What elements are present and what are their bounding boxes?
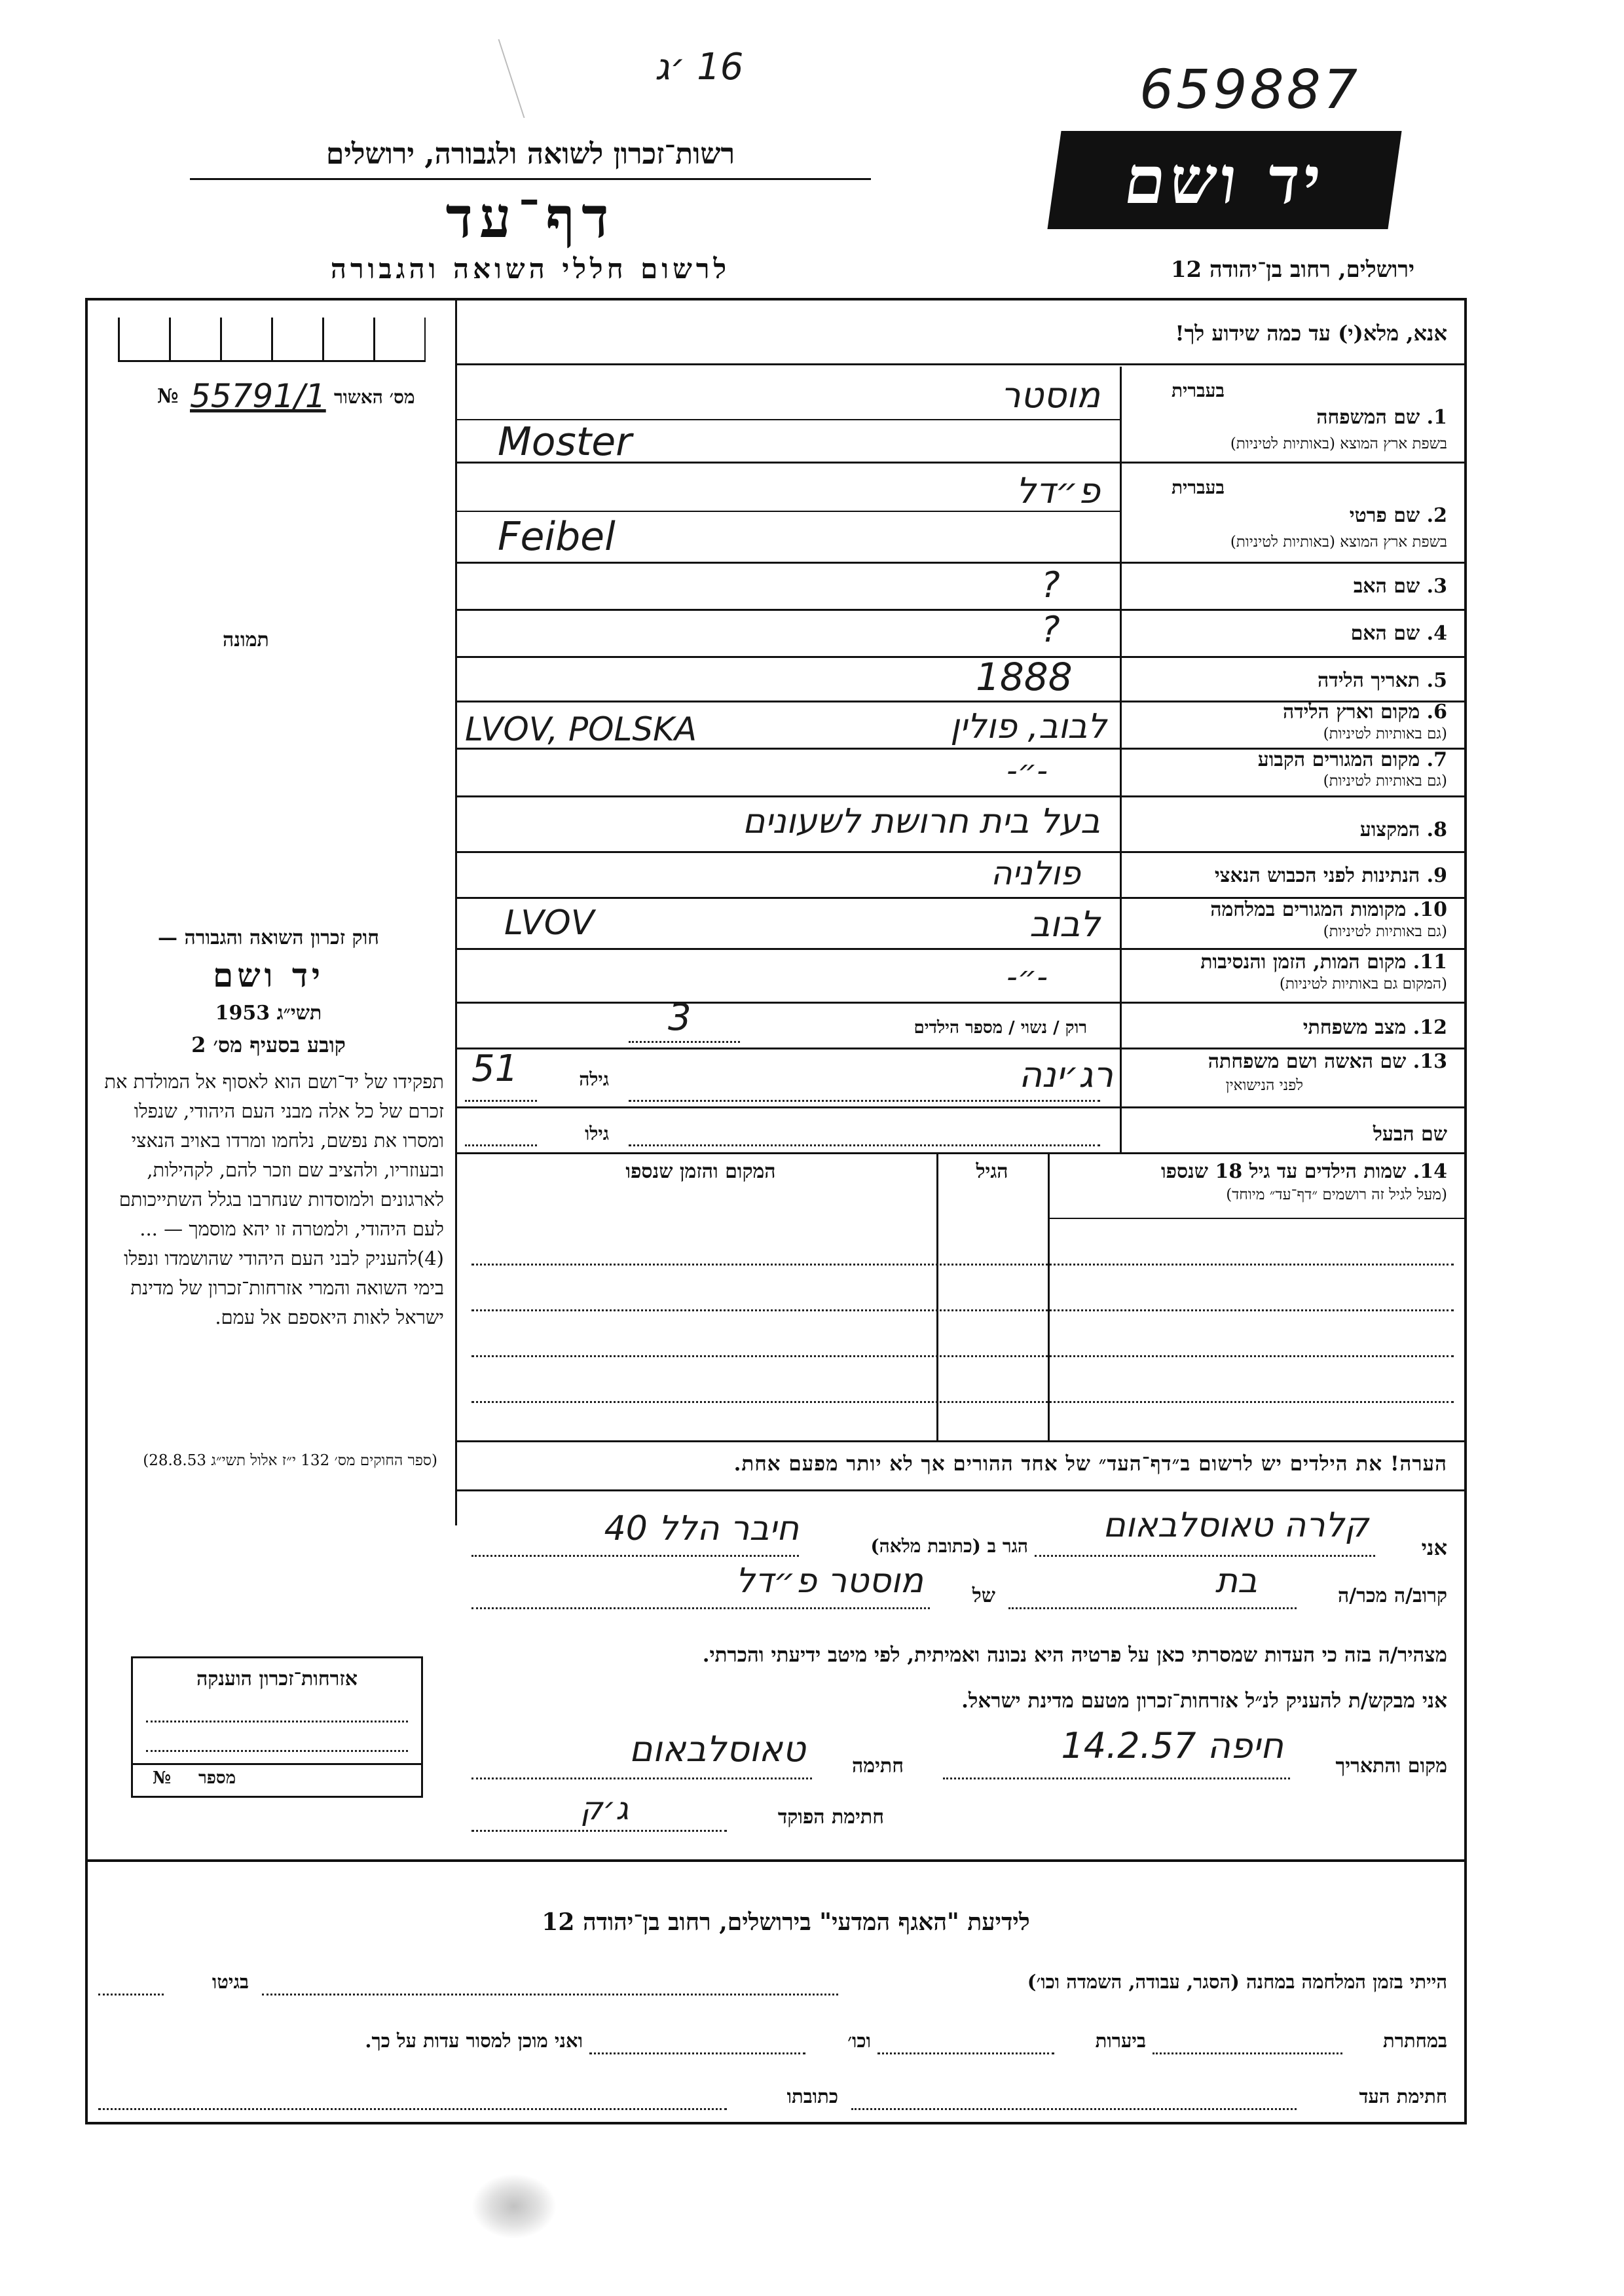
wartime-heb-answer: לבוב xyxy=(1029,903,1100,945)
wife-age-label: גילה xyxy=(579,1068,609,1090)
top-handwritten-mark: 16 ׳ג xyxy=(655,46,744,88)
nationality-answer: פולניה xyxy=(990,854,1080,892)
hebrew-label-1: בעברית xyxy=(1171,380,1225,401)
hebrew-label-2: בעברית xyxy=(1171,477,1225,498)
rule-q4 xyxy=(455,656,1467,658)
cert-boxes xyxy=(118,318,426,362)
rule-q2 xyxy=(455,562,1467,564)
residence-answer: -״- xyxy=(1006,753,1048,788)
place-date-answer: חיפה 14.2.57 xyxy=(1061,1725,1283,1766)
father-answer: ? xyxy=(1041,564,1060,606)
page-title: דף־עד xyxy=(445,185,616,251)
cert-label: מס׳ האשור xyxy=(334,386,415,408)
law-clause: קובע בסעיף מס׳ 2 xyxy=(191,1032,346,1057)
footer-line2-dots-a xyxy=(1153,2052,1342,2054)
yad-vashem-logo xyxy=(1047,131,1401,229)
law-text: תפקידו של יד־ושם הוא לאסוף אל המולדת את זכרם של כל אלה מבני העם היהודי, שנפלו ומסרו את נפשם, נלחמו ומרדו באויב הנאצי ובעוזריו, ולהציב שם וזכר להם, לקהילות, לארגונים ולמוסדות שנחרבו בגלל השתייכותם לעם היהודי, ולמטרה זו יהא מוסמך — ...(4)להעניק לבני העם היהודי שהושמדו ונפלו בימי השואה והמרי אזרחות־זכרון של מדינת ישראל לאות היאספם אל עמם. xyxy=(104,1070,444,1328)
q5-label: 5. תאריך הלידה xyxy=(1318,669,1447,692)
rule-q10 xyxy=(455,948,1467,950)
of-label: של xyxy=(972,1584,995,1607)
q7-label: 7. מקום המגורים הקבוע xyxy=(1257,748,1447,771)
footer-line3-dots-b xyxy=(98,2108,727,2110)
q3-label: 3. שם האב xyxy=(1353,575,1447,598)
stamp-line-1 xyxy=(146,1721,408,1722)
note-rule xyxy=(455,1489,1467,1491)
cert-row xyxy=(157,377,432,419)
profession-answer: בעל בית חרושת לשעונים xyxy=(742,802,1100,841)
q14-age-header: הגיל xyxy=(976,1160,1008,1183)
authority-underline xyxy=(190,178,871,180)
q7-latin-note: (גם באותיות לטיניות) xyxy=(1323,773,1447,790)
q14-rule-0 xyxy=(1048,1218,1467,1219)
scan-marks xyxy=(498,39,617,118)
footer-line3-a: חתימת העד xyxy=(1359,2085,1447,2107)
q12-label: 12. מצב משפחתי xyxy=(1302,1016,1447,1039)
stamp-rule xyxy=(133,1763,421,1765)
q9-label: 9. הנתינות לפני הכבוש הנאצי xyxy=(1214,864,1447,887)
stamp-no-symbol: № xyxy=(153,1768,172,1788)
children-count-answer: 3 xyxy=(668,996,692,1039)
footer-line2-a: במחתרת xyxy=(1383,2030,1447,2052)
request-text: אני מבקש/ת להעניק לנ״ל אזרחות־זכרון מטעם מדינת ישראל. xyxy=(961,1689,1447,1713)
q8-label: 8. המקצוע xyxy=(1359,818,1447,841)
q14-col-1 xyxy=(1048,1152,1050,1440)
law-name: יד ושם xyxy=(213,956,324,994)
wife-name-line xyxy=(629,1100,1100,1102)
rule-q7 xyxy=(455,795,1467,797)
declarant-label: אני xyxy=(1421,1535,1447,1560)
birth-date-answer: 1888 xyxy=(976,655,1073,699)
given-lat-answer: Feibel xyxy=(498,514,616,560)
citizenship-stamp-box xyxy=(131,1656,423,1798)
q14-place-header: המקום והזמן שנספו xyxy=(625,1160,776,1183)
q4-label: 4. שם האם xyxy=(1350,622,1447,645)
rule-q8 xyxy=(455,851,1467,853)
rule-q3 xyxy=(455,609,1467,611)
footer-line2-d: ואני מוכן למסור עדות על כך. xyxy=(365,2030,583,2052)
signature-line xyxy=(471,1777,812,1779)
footer-line2-c: וכו׳ xyxy=(847,2030,871,2052)
q1-label: 1. שם המשפחה xyxy=(1316,406,1447,429)
husband-label: שם הבעל xyxy=(1373,1123,1447,1146)
relation-line xyxy=(1008,1607,1297,1609)
statement-text: מצהיר/ה בזה כי העדות שמסרתי כאן על פרטיה היא נכונה ואמיתית, לפי מיטב ידיעתי והכרתי. xyxy=(702,1643,1447,1667)
cert-number: 55791/1 xyxy=(190,377,326,415)
column-divider xyxy=(455,298,457,1525)
q2-latin-note: בשפת ארץ המוצא (באותיות לטיניות) xyxy=(1230,534,1447,551)
officer-line xyxy=(471,1830,727,1832)
q2-label: 2. שם פרטי xyxy=(1349,504,1447,527)
form-intro: אנא, מלא(י) עד כמה שידוע לך! xyxy=(1175,321,1447,346)
children-count-line xyxy=(629,1041,740,1043)
q14-row-3 xyxy=(471,1355,1454,1357)
of-name-answer: מוסטר פ״דל xyxy=(735,1561,923,1601)
declarant-line xyxy=(1035,1555,1375,1557)
footer-title: לידיעת "האגף המדעי" בירושלים, רחוב בן־יהודה 12 xyxy=(542,1908,1030,1936)
footer-line3-dots-a xyxy=(851,2108,1297,2110)
husband-age-label: גילו xyxy=(585,1123,609,1144)
q6-label: 6. מקום וארץ הלידה xyxy=(1282,701,1447,723)
law-year: תשי״ג 1953 xyxy=(215,1002,322,1025)
stamp-number-label: מספר xyxy=(198,1768,236,1788)
q11-latin-note: (המקום גם באותיות לטיניות) xyxy=(1279,975,1447,993)
page-subtitle: לרשום חללי השואה והגבורה xyxy=(330,253,731,285)
footer-line1-b: בגיטו xyxy=(212,1971,249,1993)
file-number: 659887 xyxy=(1139,59,1361,121)
given-heb-answer: פ״דל xyxy=(1016,470,1100,511)
declarant-answer: קלרה טאוסלבאום xyxy=(1103,1506,1369,1545)
rule-q12 xyxy=(455,1048,1467,1049)
q13-note: לפני הנישואין xyxy=(1225,1077,1303,1094)
law-source: (ספר החוקים מס׳ 132 י״ז אלול תשי״ג 28.8.53) xyxy=(143,1452,437,1469)
q10-latin-note: (גם באותיות לטיניות) xyxy=(1323,923,1447,940)
footer-line2-dots-b xyxy=(877,2052,1054,2054)
q13-label: 13. שם האשה ושם משפחתה xyxy=(1208,1050,1447,1073)
of-name-line xyxy=(471,1607,930,1609)
law-title: חוק זכרון השואה והגבורה — xyxy=(158,926,379,949)
q14-row-4 xyxy=(471,1401,1454,1403)
cert-no-symbol: № xyxy=(157,385,179,408)
wartime-lat-answer: LVOV xyxy=(504,903,595,943)
authority-name: רשות־זכרון לשואה ולגבורה, ירושלים xyxy=(325,137,735,171)
declaration-bottom-rule xyxy=(85,1859,1467,1862)
address-answer: חיבר הלל 40 xyxy=(604,1509,799,1548)
wife-name-answer: רג׳ינה xyxy=(1018,1054,1113,1095)
husband-age-line xyxy=(465,1144,537,1146)
q6-latin-note: (גם באותיות לטיניות) xyxy=(1323,725,1447,742)
scan-smudge xyxy=(471,2174,557,2239)
birth-place-heb-answer: לבוב, פולין xyxy=(950,707,1107,746)
q12-options: רוק / נשוי / מספר הילדים xyxy=(913,1018,1087,1038)
label-divider xyxy=(1120,367,1122,1152)
photo-label: תמונה xyxy=(223,629,269,651)
signature-label: חתימה xyxy=(852,1755,904,1777)
q14-bottom-rule xyxy=(455,1440,1467,1442)
rule-q13 xyxy=(455,1106,1467,1108)
q14-label: 14. שמות הילדים עד גיל 18 שנספו xyxy=(1160,1160,1447,1183)
mother-answer: ? xyxy=(1041,609,1060,650)
place-date-label: מקום והתאריך xyxy=(1335,1755,1447,1777)
footer-line1-dots-a xyxy=(262,1994,838,1995)
wife-age-answer: 51 xyxy=(471,1048,519,1090)
footer-line3-b: כתובתו xyxy=(786,2085,838,2107)
address-label: הגר ב (כתובת מלאה) xyxy=(870,1535,1028,1557)
surname-lat-answer: Moster xyxy=(498,419,632,465)
intro-rule xyxy=(455,363,1467,365)
officer-signature: ג׳ק xyxy=(580,1791,629,1827)
address-line xyxy=(471,1555,799,1557)
footer-line1-a: הייתי בזמן המלחמה במחנה (הסגר, עבודה, השמדה וכו׳) xyxy=(1027,1971,1447,1993)
stamp-line-2 xyxy=(146,1750,408,1752)
officer-label: חתימת הפוקד xyxy=(777,1806,884,1829)
death-place-answer: -״- xyxy=(1006,959,1048,994)
relation-answer: בת xyxy=(1215,1561,1257,1601)
relation-label: קרוב/ה מכר/ה xyxy=(1338,1584,1447,1607)
q14-col-2 xyxy=(936,1152,938,1440)
rule-husband xyxy=(455,1152,1467,1154)
footer-line1-dots-b xyxy=(98,1994,164,1995)
signature-answer: טאוסלבאום xyxy=(629,1728,805,1770)
q14-row-2 xyxy=(471,1309,1454,1311)
stamp-title: אזרחות־זכרון הוענקה xyxy=(196,1667,358,1690)
q11-label: 11. מקום המות, הזמן והנסיבות xyxy=(1200,951,1447,974)
note-text: הערה! את הילדים יש לרשום ב״דף־העד״ של אחד ההורים אך לא יותר מפעם אחת. xyxy=(733,1452,1447,1476)
birth-place-lat-answer: LVOV, POLSKA xyxy=(465,710,697,748)
footer-line2-dots-c xyxy=(589,2052,805,2054)
footer-line2-b: ביערות xyxy=(1095,2030,1146,2052)
husband-line xyxy=(629,1144,1100,1146)
address-line: ירושלים, רחוב בן־יהודה 12 xyxy=(1170,257,1414,283)
q14-note: (מעל לגיל זה רושמים ״דף־עד״ מיוחד) xyxy=(1226,1186,1447,1203)
rule-q11 xyxy=(455,1002,1467,1004)
q1-latin-note: בשפת ארץ המוצא (באותיות לטיניות) xyxy=(1230,435,1447,452)
wife-age-line xyxy=(465,1100,537,1102)
q14-row-1 xyxy=(471,1264,1454,1266)
q10-label: 10. מקומות המגורים במלחמה xyxy=(1210,898,1447,921)
surname-heb-answer: מוסטר xyxy=(1001,374,1100,416)
logo-text: יד ושם xyxy=(1119,141,1330,219)
place-date-line xyxy=(943,1777,1290,1779)
